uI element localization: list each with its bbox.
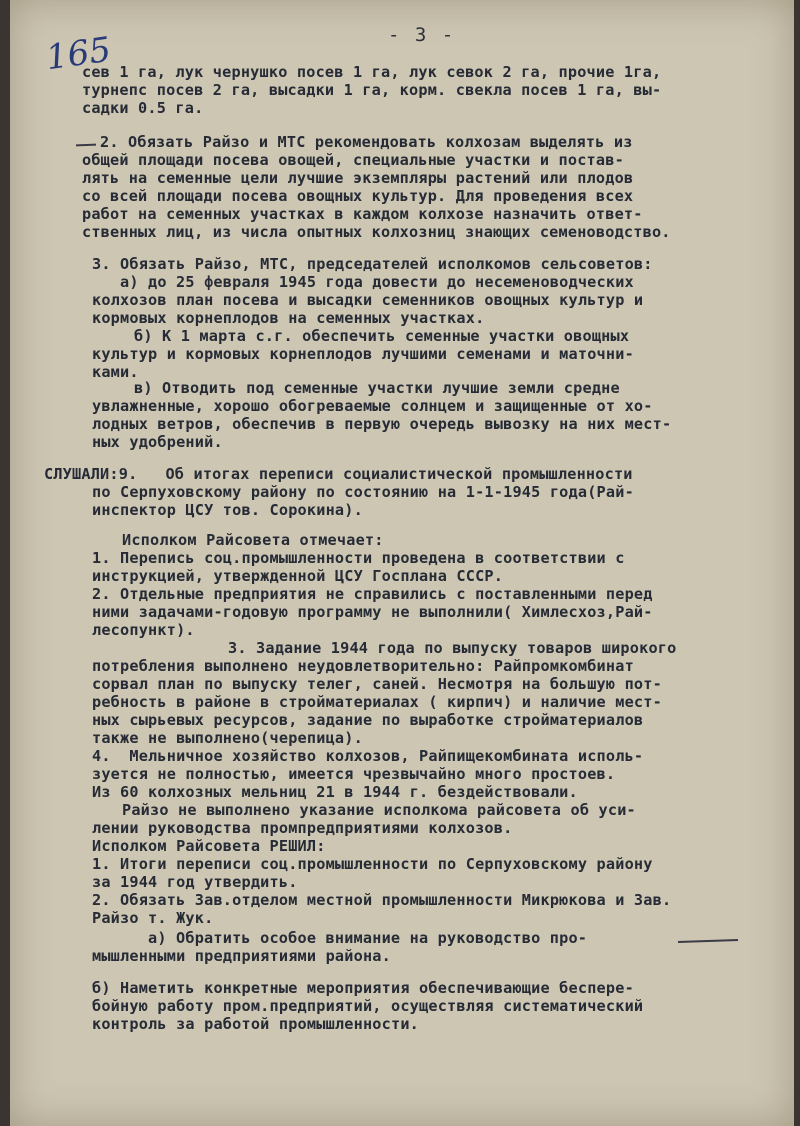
page-number: - 3 - bbox=[388, 24, 456, 46]
text-line: инспектор ЦСУ тов. Сорокина). bbox=[92, 501, 363, 519]
text-line: Исполком Райсовета отмечает: bbox=[122, 531, 384, 549]
text-line: ственных лиц, из числа опытных колхозниц знающих семеноводство. bbox=[82, 223, 671, 241]
text-line: 2. Обязать Зав.отделом местной промышленности Микрюкова и Зав. bbox=[92, 891, 672, 909]
pen-stroke bbox=[678, 939, 738, 943]
archive-folio-mark: 165 bbox=[43, 29, 114, 79]
text-line: 3. Задание 1944 года по выпуску товаров широкого bbox=[228, 639, 677, 657]
text-line: потребления выполнено неудовлетворительно: Райпромкомбинат bbox=[92, 657, 634, 675]
text-line: по Серпуховскому району по состоянию на 1-1-1945 года(Рай- bbox=[92, 483, 634, 501]
text-line: 2. Обязать Райзо и МТС рекомендовать колхозам выделять из bbox=[100, 133, 633, 151]
text-line: 2. Отдельные предприятия не справились с поставленными перед bbox=[92, 585, 653, 603]
text-line: Райзо не выполнено указание исполкома райсовета об уси- bbox=[122, 801, 636, 819]
text-line: 1. Перепись соц.промышленности проведена в соответствии с bbox=[92, 549, 625, 567]
text-line: лодных ветров, обеспечив в первую очередь вывозку на них мест- bbox=[92, 415, 672, 433]
text-line: лять на семенные цели лучшие экземпляры растений или плодов bbox=[82, 169, 634, 187]
text-line: лении руководства промпредприятиями колхозов. bbox=[92, 819, 513, 837]
text-line: лесопункт). bbox=[92, 621, 195, 639]
text-line: б) К 1 марта с.г. обеспечить семенные участки овощных bbox=[134, 327, 630, 345]
text-line: ними задачами-годовую программу не выполнили( Химлесхоз,Рай- bbox=[92, 603, 653, 621]
text-line: сев 1 га, лук чернушко посев 1 га, лук севок 2 га, прочие 1га, bbox=[82, 63, 662, 81]
text-line: культур и кормовых корнеплодов лучшими семенами и маточни- bbox=[92, 345, 634, 363]
text-line: 3. Обязать Райзо, МТС, председателей исполкомов сельсоветов: bbox=[92, 255, 653, 273]
text-line: мышленными предприятиями района. bbox=[92, 947, 391, 965]
text-line: 4. Мельничное хозяйство колхозов, Райпищекомбината исполь- bbox=[92, 747, 644, 765]
text-line: со всей площади посева овощных культур. Для проведения всех bbox=[82, 187, 634, 205]
text-line: ных сырьевых ресурсов, задание по выработке стройматериалов bbox=[92, 711, 644, 729]
text-line: общей площади посева овощей, специальные участки и постав- bbox=[82, 151, 624, 169]
text-line: а) Обратить особое внимание на руководство про- bbox=[148, 929, 588, 947]
text-line: работ на семенных участках в каждом колхозе назначить ответ- bbox=[82, 205, 643, 223]
text-line: 1. Итоги переписи соц.промышленности по Серпуховскому району bbox=[92, 855, 653, 873]
text-line: Из 60 колхозных мельниц 21 в 1944 г. бездействовали. bbox=[92, 783, 578, 801]
text-line: а) до 25 февраля 1945 года довести до несеменоводческих bbox=[120, 273, 634, 291]
text-line: зуется не полностью, имеется чрезвычайно много простоев. bbox=[92, 765, 616, 783]
text-line: колхозов план посева и высадки семенников овощных культур и bbox=[92, 291, 644, 309]
text-line: ками. bbox=[92, 363, 139, 381]
text-line: увлажненные, хорошо обогреваемые солнцем и защищенные от хо- bbox=[92, 397, 653, 415]
text-line: турнепс посев 2 га, высадки 1 га, корм. свекла посев 1 га, вы- bbox=[82, 81, 662, 99]
text-line: б) Наметить конкретные мероприятия обеспечивающие беспере- bbox=[92, 979, 634, 997]
text-line: садки 0.5 га. bbox=[82, 99, 204, 117]
text-line: СЛУШАЛИ:9. Об итогах переписи социалистической промышленности bbox=[44, 465, 633, 483]
margin-dash bbox=[76, 144, 96, 147]
text-line: Райзо т. Жук. bbox=[92, 909, 214, 927]
text-line: бойную работу пром.предприятий, осуществляя систематический bbox=[92, 997, 644, 1015]
text-line: Исполком Райсовета РЕШИЛ: bbox=[92, 837, 326, 855]
text-line: в) Отводить под семенные участки лучшие земли средне bbox=[134, 379, 620, 397]
text-line: кормовых корнеплодов на семенных участках. bbox=[92, 309, 485, 327]
text-line: сорвал план по выпуску телег, саней. Несмотря на большую пот- bbox=[92, 675, 662, 693]
text-line: за 1944 год утвердить. bbox=[92, 873, 298, 891]
text-line: инструкцией, утвержденной ЦСУ Госплана СССР. bbox=[92, 567, 504, 585]
document-page bbox=[10, 0, 794, 1126]
text-line: также не выполнено(черепица). bbox=[92, 729, 363, 747]
text-line: ных удобрений. bbox=[92, 433, 223, 451]
text-line: ребность в районе в стройматериалах ( кирпич) и наличие мест- bbox=[92, 693, 662, 711]
text-line: контроль за работой промышленности. bbox=[92, 1015, 420, 1033]
